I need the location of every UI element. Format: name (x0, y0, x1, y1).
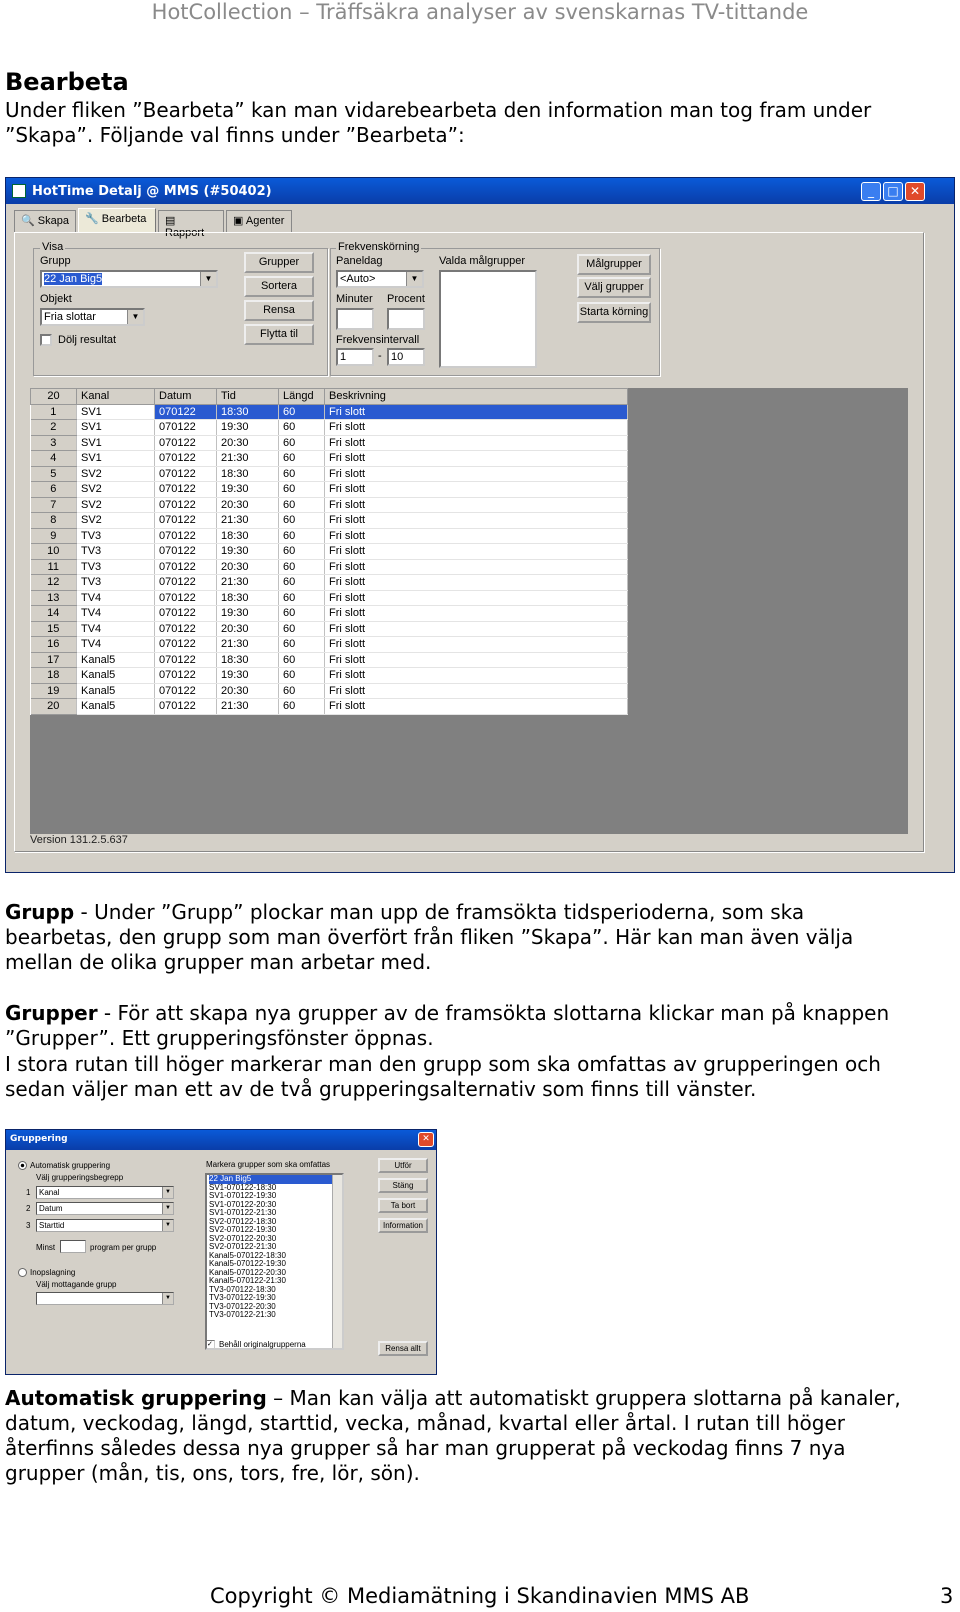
table-cell: 18:30 (217, 652, 279, 668)
chevron-down-icon: ▼ (200, 272, 216, 286)
stang-button[interactable]: Stäng (378, 1178, 428, 1193)
table-cell: 070122 (155, 528, 217, 544)
table-cell: 60 (279, 668, 325, 684)
dolj-resultat-label: Dölj resultat (58, 334, 117, 346)
list-item[interactable]: Kanal5-070122-21:30 (209, 1276, 286, 1285)
table-cell: SV1 (77, 435, 155, 451)
table-cell: 60 (279, 435, 325, 451)
wrench-icon: 🔧 (85, 213, 99, 225)
malgrupper-button[interactable]: Målgrupper (577, 254, 651, 275)
table-cell: Fri slott (325, 668, 628, 684)
row-number-cell: 17 (31, 652, 77, 668)
list-item[interactable]: TV3-070122-20:30 (209, 1301, 276, 1311)
minuter-label: Minuter (336, 293, 373, 305)
table-cell: 070122 (155, 606, 217, 622)
row-number-cell: 8 (31, 513, 77, 529)
table-cell: 21:30 (217, 699, 279, 715)
table-cell: 60 (279, 404, 325, 420)
table-cell: 18:30 (217, 466, 279, 482)
table-cell: 070122 (155, 652, 217, 668)
table-cell: Kanal5 (77, 699, 155, 715)
list-item[interactable]: Kanal5-070122-19:30 (209, 1259, 286, 1268)
table-row[interactable] (31, 652, 628, 668)
row-number-cell: 19 (31, 683, 77, 699)
flytta-till-button[interactable]: Flytta til (244, 324, 314, 345)
table-cell: SV2 (77, 482, 155, 498)
table-cell: Fri slott (325, 528, 628, 544)
chevron-down-icon: ▼ (406, 272, 422, 286)
table-cell: 070122 (155, 420, 217, 436)
table-cell: 070122 (155, 590, 217, 606)
table-cell: 19:30 (217, 482, 279, 498)
table-row[interactable] (31, 683, 628, 699)
table-cell: Fri slott (325, 652, 628, 668)
table-cell: 60 (279, 699, 325, 715)
grupp-para-line-2: bearbetas, den grupp som man överfört från fliken ”Skapa”. Här kan man även välja (5, 925, 854, 949)
table-cell: 070122 (155, 544, 217, 560)
valj-begrepp-label: Välj grupperingsbegrepp (36, 1173, 124, 1182)
table-cell: 18:30 (217, 528, 279, 544)
table-row[interactable] (31, 621, 628, 637)
table-cell: 60 (279, 606, 325, 622)
list-item[interactable]: SV1-070122-19:30 (209, 1191, 277, 1200)
table-cell: Fri slott (325, 621, 628, 637)
table-cell: 19:30 (217, 606, 279, 622)
table-cell: Fri slott (325, 482, 628, 498)
table-cell: TV4 (77, 590, 155, 606)
list-item[interactable]: Kanal5-070122-20:30 (209, 1267, 286, 1277)
information-button[interactable]: Information (378, 1218, 428, 1233)
dialog-titlebar: Gruppering (6, 1130, 436, 1150)
table-cell: 60 (279, 652, 325, 668)
minst-label: Minst (36, 1243, 56, 1252)
table-row[interactable] (31, 497, 628, 513)
list-item[interactable]: 22 Jan Big5 (209, 1175, 342, 1184)
table-row[interactable] (31, 528, 628, 544)
grupper-para-line-4: sedan väljer man ett av de två grupperingsalternativ som finns till vänster. (5, 1077, 757, 1101)
gruppering-dialog (5, 1129, 437, 1375)
list-item[interactable]: SV1-070122-18:30 (209, 1182, 277, 1192)
grupp-label: Grupp (40, 255, 71, 267)
table-cell: 60 (279, 544, 325, 560)
table-cell: 60 (279, 621, 325, 637)
table-row[interactable] (31, 482, 628, 498)
table-cell: 60 (279, 451, 325, 467)
intro-line-1: Under fliken ”Bearbeta” kan man vidarebearbeta den information man tog fram under (5, 98, 872, 122)
row-count-header: 20 (31, 389, 77, 405)
intervall-dash: - (378, 350, 382, 362)
row-number-cell: 11 (31, 559, 77, 575)
page-header: HotCollection – Träffsäkra analyser av svenskarnas TV-tittande (151, 0, 809, 24)
table-cell: 60 (279, 528, 325, 544)
table-cell: SV1 (77, 420, 155, 436)
table-cell: 60 (279, 683, 325, 699)
table-cell: Kanal5 (77, 668, 155, 684)
dialog-group-list[interactable] (205, 1173, 344, 1350)
table-cell: 070122 (155, 699, 217, 715)
table-cell: Fri slott (325, 451, 628, 467)
auto-para-line-2: datum, veckodag, längd, starttid, vecka, månad, kvartal eller årtal. I rutan till höger (5, 1411, 846, 1435)
grupp-select[interactable]: 22 Jan Big5 ▼ (40, 270, 218, 288)
begrepp-select-2[interactable]: Datum ▼ (36, 1202, 174, 1215)
page-number: 3 (940, 1584, 954, 1608)
row-number-cell: 5 (31, 466, 77, 482)
table-cell: TV4 (77, 637, 155, 653)
auto-label: Automatisk gruppering (30, 1161, 111, 1170)
tab-skapa[interactable]: 🔍 Skapa (14, 210, 76, 232)
row-number-cell: 6 (31, 482, 77, 498)
results-grid-area (30, 388, 908, 834)
minst-input[interactable] (60, 1240, 86, 1253)
table-cell: TV4 (77, 621, 155, 637)
version-label: Version 131.2.5.637 (30, 834, 128, 846)
table-cell: 60 (279, 497, 325, 513)
table-header-row (31, 389, 628, 405)
mottagande-select[interactable] (36, 1292, 174, 1305)
table-cell: Fri slott (325, 404, 628, 420)
num-2: 2 (26, 1204, 31, 1213)
tab-rapport[interactable]: ▤ Rapport (158, 210, 224, 232)
tab-agenter[interactable]: ▣ Agenter (226, 210, 292, 232)
table-cell: TV3 (77, 559, 155, 575)
table-cell: SV2 (77, 466, 155, 482)
table-cell: 21:30 (217, 513, 279, 529)
list-item[interactable]: Kanal5-070122-18:30 (209, 1250, 286, 1260)
table-row[interactable] (31, 606, 628, 622)
row-number-cell: 9 (31, 528, 77, 544)
behall-checkbox[interactable]: ✓ (206, 1340, 215, 1349)
intervall-to-input[interactable]: 10 (387, 348, 425, 366)
table-cell: 070122 (155, 575, 217, 591)
table-row[interactable] (31, 699, 628, 715)
table-cell: 18:30 (217, 590, 279, 606)
list-item[interactable]: SV2-070122-21:30 (209, 1242, 277, 1251)
ta-bort-button[interactable]: Ta bort (378, 1198, 428, 1213)
table-cell: Fri slott (325, 590, 628, 606)
paneldag-select[interactable]: <Auto> ▼ (336, 270, 424, 288)
table-cell: 070122 (155, 466, 217, 482)
close-icon[interactable]: ✕ (905, 182, 925, 201)
list-item[interactable]: SV1-070122-21:30 (209, 1208, 277, 1217)
chevron-down-icon: ▼ (162, 1220, 173, 1231)
table-cell: 070122 (155, 559, 217, 575)
table-cell: 60 (279, 466, 325, 482)
table-cell: 070122 (155, 497, 217, 513)
table-row[interactable] (31, 668, 628, 684)
table-cell: 60 (279, 559, 325, 575)
table-cell: 070122 (155, 482, 217, 498)
program-per-grupp-label: program per grupp (90, 1243, 157, 1252)
table-cell: 20:30 (217, 683, 279, 699)
table-cell: 60 (279, 637, 325, 653)
table-cell: 070122 (155, 637, 217, 653)
table-cell: 20:30 (217, 497, 279, 513)
table-cell: 070122 (155, 404, 217, 420)
row-number-cell: 16 (31, 637, 77, 653)
auto-radio[interactable] (18, 1161, 27, 1170)
valda-malgrupper-list[interactable] (439, 270, 537, 368)
table-cell: Fri slott (325, 435, 628, 451)
table-cell: 60 (279, 590, 325, 606)
grupper-button[interactable]: Grupper (244, 252, 314, 273)
minuter-input[interactable] (336, 308, 374, 330)
table-row[interactable] (31, 637, 628, 653)
behall-label: Behåll originalgrupperna (219, 1340, 306, 1349)
rensa-button[interactable]: Rensa (244, 300, 314, 321)
inopslagning-radio[interactable] (18, 1268, 27, 1277)
table-cell: 18:30 (217, 404, 279, 420)
frekvensintervall-label: Frekvensintervall (336, 334, 420, 346)
table-cell: 21:30 (217, 451, 279, 467)
visa-label: Visa (42, 241, 64, 253)
table-cell: SV1 (77, 404, 155, 420)
inopslagning-label: Inopslagning (30, 1268, 76, 1277)
tab-bearbeta[interactable]: 🔧 Bearbeta (78, 208, 156, 233)
table-cell: 60 (279, 482, 325, 498)
hottime-window (5, 177, 955, 873)
valda-malgrupper-label: Valda målgrupper (439, 255, 526, 267)
table-cell: Fri slott (325, 606, 628, 622)
table-row[interactable] (31, 575, 628, 591)
grupp-para-line-3: mellan de olika grupper man arbetar med. (5, 950, 432, 974)
row-number-cell: 15 (31, 621, 77, 637)
num-1: 1 (26, 1188, 31, 1197)
frekvens-label: Frekvenskörning (338, 241, 420, 253)
row-number-cell: 13 (31, 590, 77, 606)
list-item[interactable]: TV3-070122-19:30 (209, 1293, 276, 1302)
table-cell: Fri slott (325, 420, 628, 436)
table-cell: 21:30 (217, 575, 279, 591)
row-number-cell: 3 (31, 435, 77, 451)
table-cell: Fri slott (325, 683, 628, 699)
row-number-cell: 12 (31, 575, 77, 591)
agent-icon: ▣ (233, 215, 244, 227)
chevron-down-icon: ▼ (127, 310, 143, 324)
row-number-cell: 1 (31, 404, 77, 420)
table-cell: TV4 (77, 606, 155, 622)
table-row[interactable] (31, 451, 628, 467)
search-icon: 🔍 (21, 215, 35, 227)
list-item[interactable]: SV1-070122-20:30 (209, 1199, 277, 1209)
row-number-cell: 14 (31, 606, 77, 622)
app-icon (12, 184, 26, 198)
row-number-cell: 2 (31, 420, 77, 436)
list-item[interactable]: TV3-070122-18:30 (209, 1284, 276, 1294)
table-cell: 070122 (155, 621, 217, 637)
table-cell: 20:30 (217, 559, 279, 575)
grupper-para-line-2: ”Grupper”. Ett grupperingsfönster öppnas. (5, 1026, 434, 1050)
auto-para-line-4: grupper (mån, tis, ons, tors, fre, lör, sön). (5, 1461, 420, 1485)
procent-input[interactable] (387, 308, 425, 330)
row-number-cell: 10 (31, 544, 77, 560)
row-number-cell: 4 (31, 451, 77, 467)
table-cell: 60 (279, 513, 325, 529)
table-row[interactable] (31, 420, 628, 436)
table-cell: TV3 (77, 575, 155, 591)
table-cell: Fri slott (325, 497, 628, 513)
table-row[interactable] (31, 466, 628, 482)
table-cell: 070122 (155, 451, 217, 467)
table-cell: TV3 (77, 528, 155, 544)
table-cell: 20:30 (217, 435, 279, 451)
table-cell: 19:30 (217, 668, 279, 684)
objekt-label: Objekt (40, 293, 72, 305)
table-cell: 21:30 (217, 637, 279, 653)
list-scrollbar[interactable] (332, 1175, 342, 1348)
list-item[interactable]: TV3-070122-21:30 (209, 1310, 276, 1319)
col-datum[interactable]: Datum (155, 389, 217, 405)
grupp-para-line-1: Grupp - Under ”Grupp” plockar man upp de framsökta tidsperioderna, som ska (5, 900, 805, 924)
col-beskrivning[interactable]: Beskrivning (325, 389, 628, 405)
table-cell: Kanal5 (77, 683, 155, 699)
row-number-cell: 20 (31, 699, 77, 715)
grupper-para-line-1: Grupper - För att skapa nya grupper av de framsökta slottarna klickar man på knappen (5, 1001, 890, 1025)
table-cell: 070122 (155, 668, 217, 684)
dolj-resultat-checkbox[interactable] (40, 334, 52, 346)
row-number-cell: 7 (31, 497, 77, 513)
footer-copyright: Copyright © Mediamätning i Skandinavien MMS AB (210, 1584, 750, 1608)
begrepp-select-1[interactable]: Kanal ▼ (36, 1186, 174, 1199)
table-cell: Fri slott (325, 559, 628, 575)
maximize-icon[interactable]: □ (883, 182, 903, 201)
section-title: Bearbeta (5, 68, 129, 96)
table-cell: Fri slott (325, 513, 628, 529)
procent-label: Procent (387, 293, 425, 305)
paneldag-label: Paneldag (336, 255, 383, 267)
num-3: 3 (26, 1221, 31, 1230)
table-cell: TV3 (77, 544, 155, 560)
window-titlebar (6, 178, 954, 204)
table-cell: 60 (279, 420, 325, 436)
rensa-allt-button[interactable]: Rensa allt (378, 1341, 428, 1356)
results-table (30, 388, 628, 715)
table-row[interactable] (31, 513, 628, 529)
table-row[interactable] (31, 559, 628, 575)
list-item[interactable]: SV2-070122-18:30 (209, 1216, 277, 1226)
chevron-down-icon: ▼ (162, 1293, 173, 1304)
list-item[interactable]: SV2-070122-19:30 (209, 1225, 277, 1234)
table-cell: Fri slott (325, 544, 628, 560)
table-row[interactable] (31, 435, 628, 451)
valj-grupper-button[interactable]: Välj grupper (577, 277, 651, 298)
intro-line-2: ”Skapa”. Följande val finns under ”Bearbeta”: (5, 123, 465, 147)
auto-para-line-1: Automatisk gruppering – Man kan välja att automatiskt gruppera slottarna på kanaler, (5, 1386, 901, 1410)
auto-para-line-3: återfinns således dessa nya grupper så har man grupperat på veckodag finns 7 nya (5, 1436, 846, 1460)
table-cell: SV2 (77, 513, 155, 529)
table-cell: 19:30 (217, 544, 279, 560)
table-cell: 070122 (155, 683, 217, 699)
markera-label: Markera grupper som ska omfattas (206, 1160, 331, 1169)
table-cell: Fri slott (325, 466, 628, 482)
table-cell: 20:30 (217, 621, 279, 637)
table-cell: SV1 (77, 451, 155, 467)
table-cell: Kanal5 (77, 652, 155, 668)
table-row[interactable] (31, 590, 628, 606)
col-tid[interactable]: Tid (217, 389, 279, 405)
utfor-button[interactable]: Utför (378, 1158, 428, 1173)
table-cell: 19:30 (217, 420, 279, 436)
grupper-para-line-3: I stora rutan till höger markerar man den grupp som ska omfattas av grupperingen och (5, 1052, 881, 1076)
table-cell: Fri slott (325, 575, 628, 591)
table-cell: Fri slott (325, 699, 628, 715)
window-title: HotTime Detalj @ MMS (#50402) (32, 183, 272, 199)
row-number-cell: 18 (31, 668, 77, 684)
table-row[interactable] (31, 404, 628, 420)
table-cell: 070122 (155, 435, 217, 451)
table-cell: 070122 (155, 513, 217, 529)
list-item[interactable]: SV2-070122-20:30 (209, 1233, 277, 1243)
table-row[interactable] (31, 544, 628, 560)
chevron-down-icon: ▼ (162, 1187, 173, 1198)
starta-korning-button[interactable]: Starta körning (577, 302, 651, 323)
chevron-down-icon: ▼ (162, 1203, 173, 1214)
mottagande-label: Välj mottagande grupp (36, 1280, 117, 1289)
col-kanal[interactable]: Kanal (77, 389, 155, 405)
dialog-close-icon[interactable]: ✕ (418, 1132, 434, 1147)
sortera-button[interactable]: Sortera (244, 276, 314, 297)
intervall-from-input[interactable]: 1 (336, 348, 374, 366)
table-cell: 60 (279, 575, 325, 591)
document-icon: ▤ (165, 215, 176, 227)
begrepp-select-3[interactable]: Starttid ▼ (36, 1219, 174, 1232)
table-cell: Fri slott (325, 637, 628, 653)
objekt-select[interactable]: Fria slottar ▼ (40, 308, 145, 326)
minimize-icon[interactable]: _ (861, 182, 881, 201)
table-cell: SV2 (77, 497, 155, 513)
col-langd[interactable]: Längd (279, 389, 325, 405)
